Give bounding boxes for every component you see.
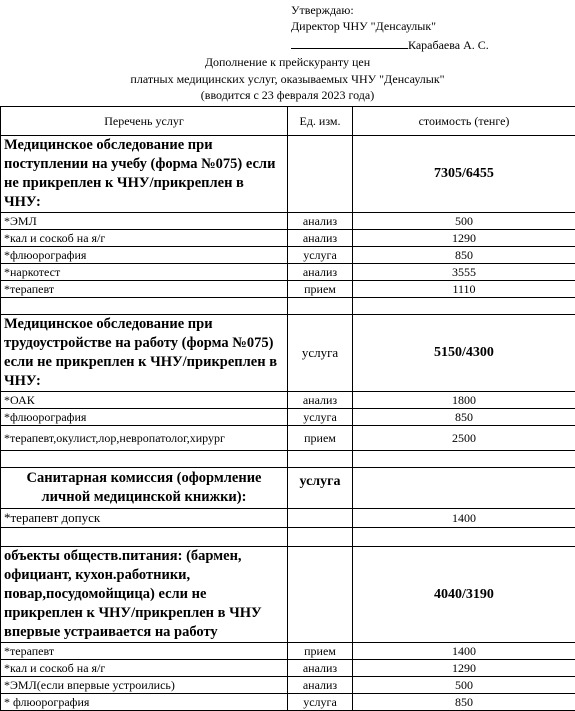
spacer-row bbox=[1, 451, 575, 468]
service-unit: прием bbox=[288, 426, 353, 451]
service-name: *терапевт допуск bbox=[1, 509, 288, 528]
service-name: *терапевт bbox=[1, 643, 288, 660]
service-name: * флюорография bbox=[1, 694, 288, 711]
doc-subtitle: платных медицинских услуг, оказываемых ЧНУ "Денсаулык" bbox=[0, 72, 575, 87]
service-unit: анализ bbox=[288, 392, 353, 409]
section-price bbox=[353, 468, 575, 509]
service-unit: прием bbox=[288, 281, 353, 298]
section-title: Санитарная комиссия (оформление личной медицинской книжки): bbox=[1, 468, 288, 509]
service-price: 1110 bbox=[353, 281, 575, 298]
table-row bbox=[1, 247, 575, 264]
doc-title: Дополнение к прейскуранту цен bbox=[0, 55, 575, 70]
service-name: *флюорография bbox=[1, 247, 288, 264]
service-name: *наркотест bbox=[1, 264, 288, 281]
section-row bbox=[1, 547, 575, 643]
signature-blank bbox=[291, 37, 408, 49]
section-title: Медицинское обследование при трудоустройстве на работу (форма №075) если не прикреплен к ЧНУ/прикреплен в ЧНУ: bbox=[1, 315, 288, 392]
service-unit: анализ bbox=[288, 677, 353, 694]
section-title: Медицинское обследование при поступлении на учебу (форма №075) если не прикреплен к ЧНУ/прикреплен в ЧНУ: bbox=[1, 136, 288, 213]
director-title: Директор ЧНУ "Денсаулык" bbox=[291, 19, 436, 34]
header-services: Перечень услуг bbox=[1, 107, 288, 136]
signer-name: Карабаева А. С. bbox=[408, 38, 489, 52]
table-row bbox=[1, 694, 575, 711]
table-row bbox=[1, 643, 575, 660]
service-price: 1290 bbox=[353, 230, 575, 247]
service-unit: прием bbox=[288, 643, 353, 660]
service-name: *кал и соскоб на я/г bbox=[1, 660, 288, 677]
table-row bbox=[1, 509, 575, 528]
section-price: 7305/6455 bbox=[353, 136, 575, 213]
table-row bbox=[1, 213, 575, 230]
service-name: *ЭМЛ(если впервые устроились) bbox=[1, 677, 288, 694]
section-unit bbox=[288, 136, 353, 213]
table-row bbox=[1, 392, 575, 409]
service-price: 850 bbox=[353, 247, 575, 264]
service-price: 3555 bbox=[353, 264, 575, 281]
table-row bbox=[1, 409, 575, 426]
table-row bbox=[1, 426, 575, 451]
section-title: объекты обществ.питания: (бармен, официант, кухон.работники, повар,посудомойщица) если не прикреплен к ЧНУ/прикреплен в ЧНУ впервые устраивается на работу bbox=[1, 547, 288, 643]
price-table bbox=[0, 106, 575, 711]
header-unit: Ед. изм. bbox=[288, 107, 353, 136]
table-row bbox=[1, 660, 575, 677]
section-row bbox=[1, 136, 575, 213]
section-price: 5150/4300 bbox=[353, 315, 575, 392]
service-unit: услуга bbox=[288, 409, 353, 426]
service-unit: услуга bbox=[288, 247, 353, 264]
service-price: 1290 bbox=[353, 660, 575, 677]
service-unit bbox=[288, 509, 353, 528]
table-row bbox=[1, 230, 575, 247]
table-header-row bbox=[1, 107, 575, 136]
service-price: 1400 bbox=[353, 509, 575, 528]
service-unit: анализ bbox=[288, 660, 353, 677]
service-price: 2500 bbox=[353, 426, 575, 451]
service-price: 850 bbox=[353, 694, 575, 711]
service-unit: анализ bbox=[288, 264, 353, 281]
section-unit: услуга bbox=[288, 315, 353, 392]
section-unit: услуга bbox=[288, 468, 353, 509]
service-name: *терапевт,окулист,лор,невропатолог,хирург bbox=[1, 426, 288, 451]
approval-label: Утверждаю: bbox=[291, 3, 354, 18]
section-unit bbox=[288, 547, 353, 643]
header-price: стоимость (тенге) bbox=[353, 107, 575, 136]
signature-line bbox=[291, 37, 489, 53]
spacer-row bbox=[1, 298, 575, 315]
service-name: *терапевт bbox=[1, 281, 288, 298]
service-price: 500 bbox=[353, 677, 575, 694]
service-price: 1400 bbox=[353, 643, 575, 660]
service-name: *кал и соскоб на я/г bbox=[1, 230, 288, 247]
section-row bbox=[1, 468, 575, 509]
service-price: 500 bbox=[353, 213, 575, 230]
spacer-row bbox=[1, 528, 575, 547]
doc-effective-date: (вводится с 23 февраля 2023 года) bbox=[0, 88, 575, 103]
service-unit: анализ bbox=[288, 230, 353, 247]
service-price: 850 bbox=[353, 409, 575, 426]
table-row bbox=[1, 677, 575, 694]
service-name: *ЭМЛ bbox=[1, 213, 288, 230]
section-price: 4040/3190 bbox=[353, 547, 575, 643]
table-row bbox=[1, 281, 575, 298]
service-name: *флюорография bbox=[1, 409, 288, 426]
section-row bbox=[1, 315, 575, 392]
service-unit: услуга bbox=[288, 694, 353, 711]
service-price: 1800 bbox=[353, 392, 575, 409]
service-unit: анализ bbox=[288, 213, 353, 230]
table-row bbox=[1, 264, 575, 281]
service-name: *ОАК bbox=[1, 392, 288, 409]
